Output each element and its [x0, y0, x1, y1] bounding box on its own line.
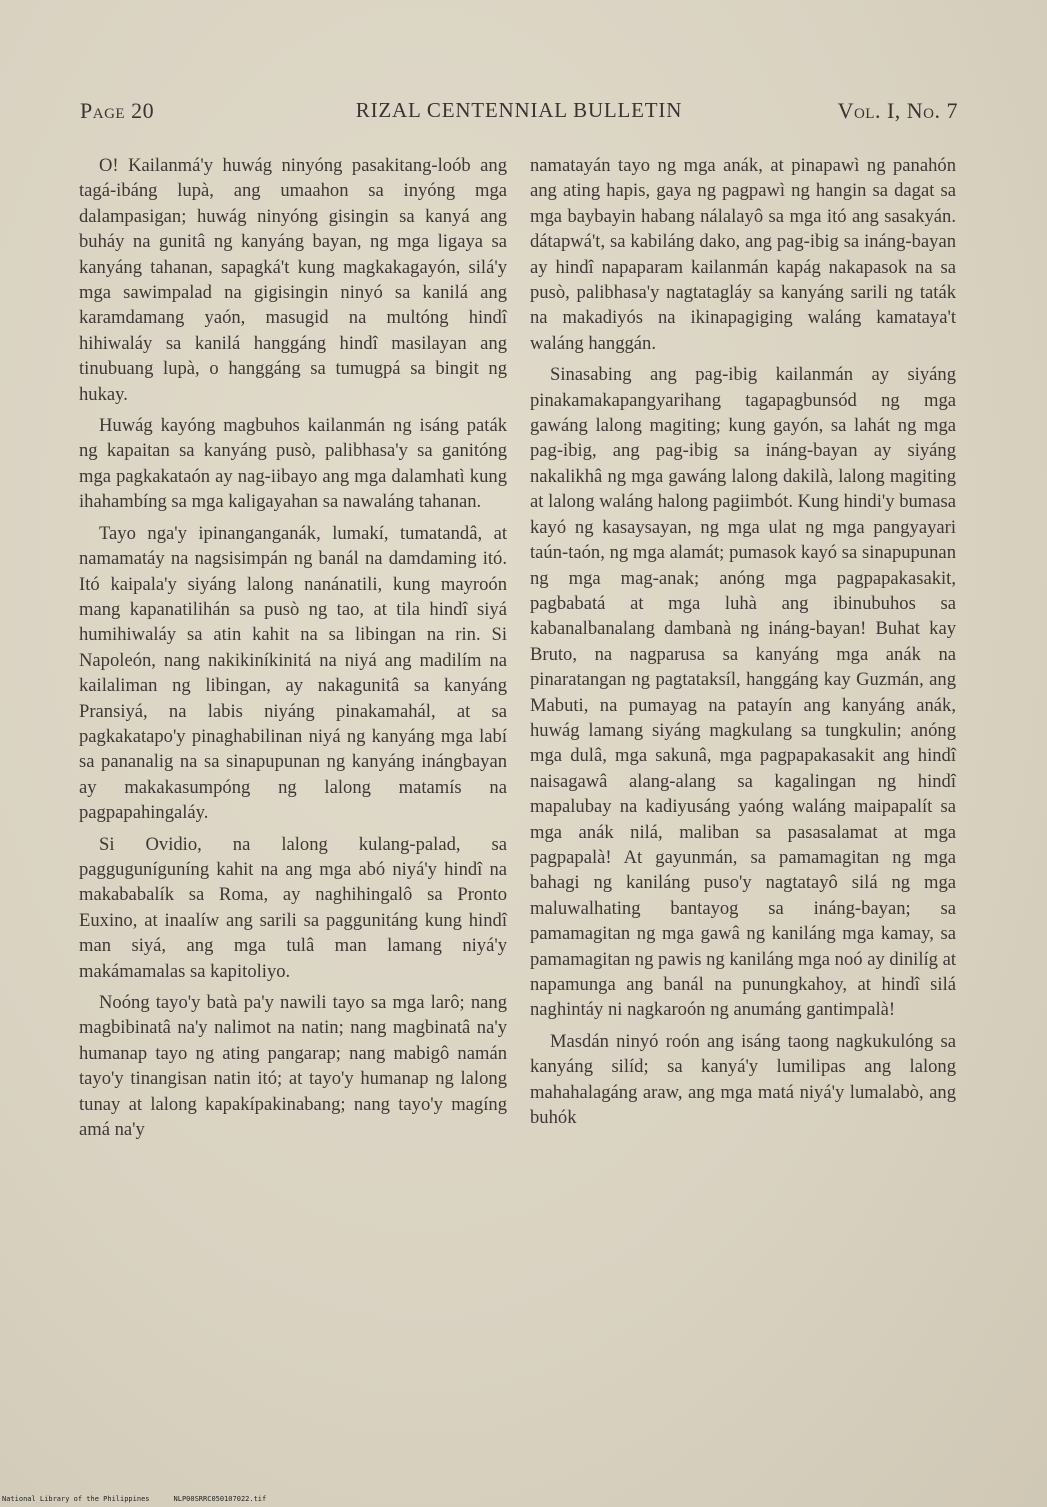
paragraph: O! Kailanmá'y huwág ninyóng pasakitang-loób ang tagá-ibáng lupà, ang umaahon sa inyóng mga dalampasigan; huwág ninyóng gisingin sa kanyá ang buháy na gunitâ ng kanyáng bayan, ng mga ligaya sa kanyáng tahanan, sapagká't kung magkakagayón, silá'y mga sawimpalad na gigisingin ninyó sa kanilá ang karamdamang yaón, masugid na multóng hindî hihiwaláy sa kanilá hanggáng hindî masilayan ang tinubuang lupà, o hanggáng sa tumugpá sa bingit ng hukay.	[79, 155, 507, 405]
paragraph: Huwág kayóng magbuhos kailanmán ng isáng paták ng kapaitan sa kanyáng pusò, palibhasa'y sa ganitóng mga pagkakataón ay nag-iibayo ang mga dalamhatì kung ihahambíng sa mga kaligayahan sa nawaláng tahanan.	[79, 415, 507, 513]
volume-number: Vol. I, No. 7	[837, 98, 958, 123]
paragraph: Si Ovidio, na lalong kulang-palad, sa pagguguníguníng kahit na ang mga abó niyá'y hindî na makababalík sa Roma, ay naghihingalô sa Pronto Euxino, at inaalíw ang sarili sa paggunitáng kung hindî man siyá, ang mga tulâ man lamang niyá'y makámamalas sa kapitoliyo.	[79, 833, 507, 982]
paragraph: Noóng tayo'y batà pa'y nawili tayo sa mga larô; nang magbibinatâ na'y nalimot na natin; nang magbinatâ na'y humanap tayo ng ating pangarap; nang mabigô namán tayo'y tinangisan natin itó; at tayo'y humanap ng lalong tunay at lalong kapakípakinabang; nang tayo'y magíng amá na'y	[79, 992, 507, 1141]
page-number: Page 20	[80, 98, 155, 123]
running-header	[80, 98, 958, 128]
paragraph: Tayo nga'y ipinanganganák, lumakí, tumatandâ, at namamatáy na nagsisimpán ng banál na damdaming itó. Itó kaipala'y siyáng lalong nanánatili, kung mayroón mang kapanatilihán sa pusò ng tao, at tila hindî siyá humihiwaláy sa atin kahit na sa libingan na rin. Si Napoleón, nang nakikiníkinitá na niyá ang madilím na kailaliman ng libingan, ay nakagunitâ sa kanyáng Pransiyá, na labis niyáng pinakamahál, at sa pagkakatapo'y pinaghabilinan niyá ng kanyáng mga labí sa pananalig na sa sinapupunan ng kanyáng inángbayan ay makakasumpóng ng lalong matamís na pagpapahingaláy.	[79, 522, 507, 824]
paragraph: Masdán ninyó roón ang isáng taong nagkukulóng sa kanyáng silíd; sa kanyá'y lumilipas ang lalong mahahalagáng araw, ang mga matá niyá'y lumalabò, ang buhók	[530, 1030, 956, 1129]
left-column	[79, 153, 507, 1148]
paragraph: Sinasabing ang pag-ibig kailanmán ay siyáng pinakamakapangyarihang tagapagbunsód ng mga gawáng lalong magiting; kung gayón, sa lahát ng mga pag-ibig, ang pag-ibig sa ináng-bayan ay siyáng nakalikhâ ng mga gawáng lalong dakilà, lalong magiting at lalong waláng halong pagiimbót. Kung hindi'y bumasa kayó ng kasaysayan, ng mga ulat ng mga pangyayari taún-taón, ng mga alamát; pumasok kayó sa sinapupunan ng mga mag-anak; anóng mga pagpapakasakit, pagbabatá at mga luhà ang ibinubuhos sa kabanalbanalang dambanà ng ináng-bayan! Buhat kay Bruto, na nagparusa sa kanyáng mga anák na pinaratangan ng pagtataksíl, hanggáng kay Guzmán, ang Mabuti, na pumayag na patayín ang kanyáng anák, huwág lamang siyáng magkulang sa tungkulin; anóng mga dulâ, mga sakunâ, mga pagpapakasakit ang hindî naisagawâ alang-alang sa kagalingan ng hindî mapalubay na kadiyusáng yaóng waláng maipapalít sa mga anák nilá, maliban sa pasasalamat at mga pagpapalà! At gayunmán, sa pamamagitan ng mga bahagi ng kaniláng puso'y nagtatayô silá ng mga maluwalhating bantayog sa ináng-bayan; sa pamamagitan ng mga gawâ ng kaniláng mga kamay, sa pamamagitan ng pawis ng kaniláng mga noó ay dinilíg at napamunga ang banál na punungkahoy, at hindî silá naghintáy ni nagkaroón ng anumáng gantimpalà!	[530, 364, 957, 1021]
paragraph-continuation: namatayán tayo ng mga anák, at pinapawì ng panahón ang ating hapis, gaya ng pagpawì ng hangin sa dagat sa mga baybayin habang nálalayô sa mga itó ang sasakyán. dátapwá't, sa kabiláng dako, ang pag-ibig sa ináng-bayan ay hindî napaparam kailanmán kapág nakapasok na sa pusò, palibhasa'y nagtatagláy sa kanyáng sarili ng taták na makadiyós na ikinapagiging waláng kamataya't waláng hanggán.	[530, 155, 956, 354]
file-id: NLP00SRRC050107022.tif	[173, 1495, 267, 1503]
right-column	[530, 153, 956, 1136]
library-name: National Library of the Philippines	[2, 1495, 150, 1503]
scan-footer	[2, 1495, 290, 1503]
publication-title: RIZAL CENTENNIAL BULLETIN	[355, 98, 683, 122]
